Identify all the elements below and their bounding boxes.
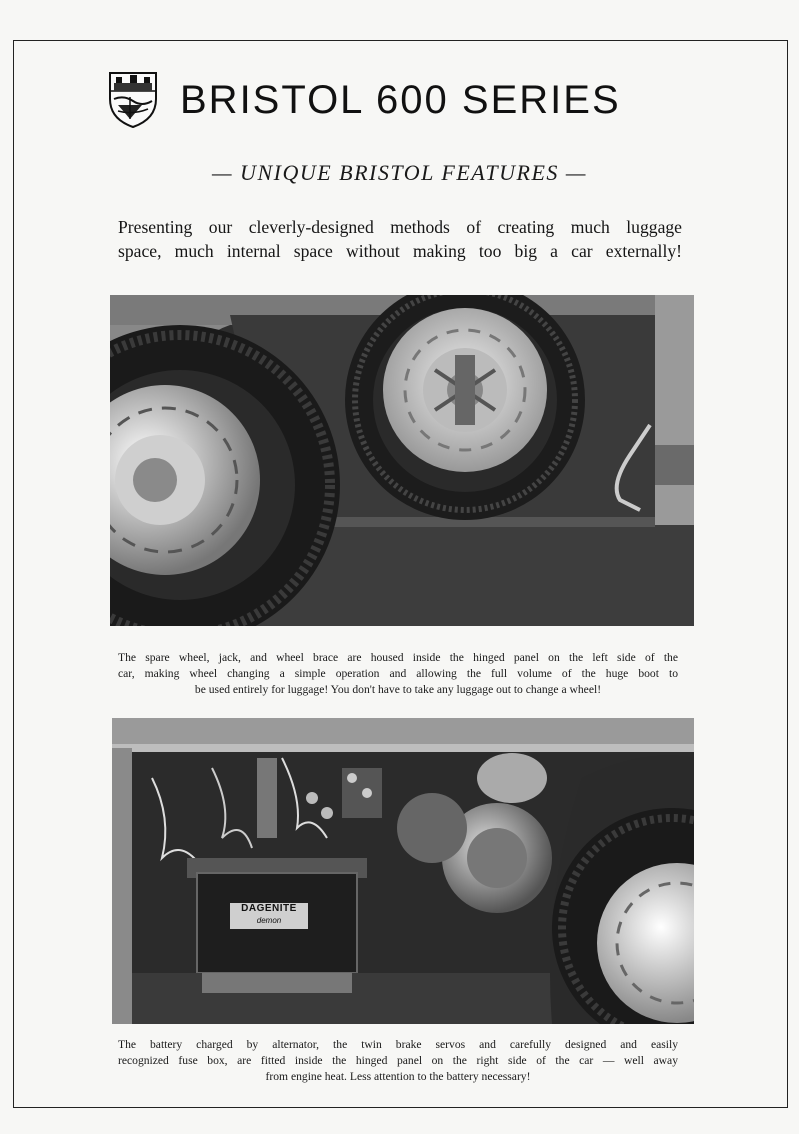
brochure-title: BRISTOL 600 SERIES xyxy=(180,78,621,122)
spare-wheel-illustration xyxy=(110,295,694,626)
crest-icon xyxy=(108,69,158,129)
caption-line: from engine heat. Less attention to the battery necessary! xyxy=(265,1070,531,1083)
battery-model: demon xyxy=(256,916,282,925)
battery-caption xyxy=(118,1037,678,1085)
caption-line: The spare wheel, jack, and wheel brace are housed inside the hinged panel on the left side of the xyxy=(118,651,678,664)
intro-paragraph xyxy=(118,215,682,263)
spare-wheel-caption xyxy=(118,650,678,698)
intro-line: Presenting our cleverly-designed methods of creating much luggage xyxy=(118,217,682,237)
spare-wheel-photo xyxy=(110,295,694,626)
battery-brand: DAGENITE xyxy=(241,903,297,914)
section-heading: — UNIQUE BRISTOL FEATURES — xyxy=(212,160,587,185)
caption-line: car, making wheel changing a simple operation and allowing the full volume of the huge boot to xyxy=(118,667,678,680)
battery-compartment-illustration xyxy=(112,718,694,1024)
battery-compartment-photo xyxy=(112,718,694,1024)
caption-line: recognized fuse box, are fitted inside the hinged panel on the right side of the car — well away xyxy=(118,1054,678,1067)
intro-line: space, much internal space without making too big a car externally! xyxy=(118,241,682,261)
battery-label xyxy=(230,903,308,929)
caption-line: be used entirely for luggage! You don't have to take any luggage out to change a wheel! xyxy=(194,683,602,696)
caption-line: The battery charged by alternator, the twin brake servos and carefully designed and easily xyxy=(118,1038,678,1051)
